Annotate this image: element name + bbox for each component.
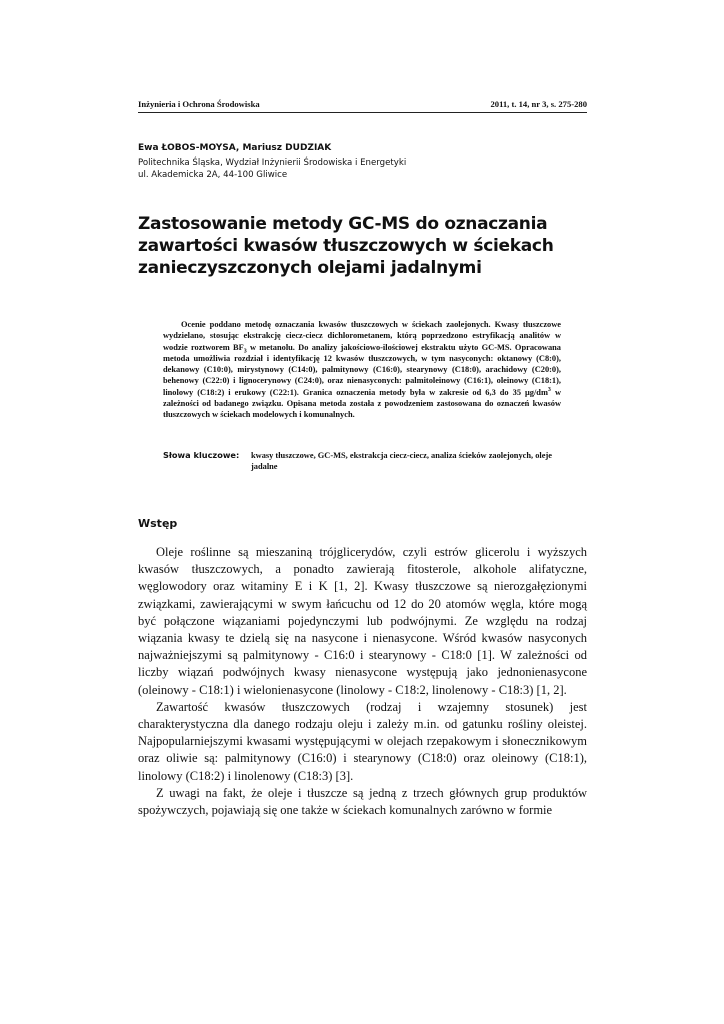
running-header <box>138 98 587 113</box>
authors: Ewa ŁOBOS-MOYSA, Mariusz DUDZIAK <box>138 143 332 153</box>
title-line: Zastosowanie metody GC-MS do oznaczania <box>138 214 548 234</box>
section-heading: Wstęp <box>138 517 178 530</box>
affiliation <box>138 157 406 181</box>
paragraph: Z uwagi na fakt, że oleje i tłuszcze są jedną z trzech głównych grup produktów spożywczych, pojawiają się one także w ściekach komunalnych zarówno w formie <box>138 785 587 818</box>
abstract-text: w zależności od badanego związku. Opisana metoda została z powodzeniem zastosowana do oznaczeń kwasów tłuszczowych w ściekach modelowych i komunalnych. <box>163 387 561 420</box>
abstract-text: Ocenie poddano metodę oznaczania kwasów tłuszczowych w ściekach zaolejonych. Kwasy tłuszczowe wydzielano, stosując ekstrakcję ciecz-ciecz dichlorometanem, którą poprzedzono estryfikacją analitów w wodzie roztworem BF <box>163 320 561 352</box>
title-line: zanieczyszczonych olejami jadalnymi <box>138 258 482 278</box>
citation: 2011, t. 14, nr 3, s. 275-280 <box>490 99 587 109</box>
paragraph: Zawartość kwasów tłuszczowych (rodzaj i wzajemny stosunek) jest charakterystyczna dla danego rodzaju oleju i zależy m.in. od gatunku rośliny oleistej. Najpopularniejszymi kwasami występującymi w olejach rzepakowym i słonecznikowym oraz oliwie są: palmitynowy (C16:0) i stearynowy (C18:0) oraz oleinowy (C18:1), linolowy (C18:2) i linolenowy (C18:3) [3]. <box>138 699 587 783</box>
paper-title <box>138 213 598 279</box>
body-text <box>138 544 587 819</box>
keywords-text: kwasy tłuszczowe, GC-MS, ekstrakcja ciecz-ciecz, analiza ścieków zaolejonych, oleje jadalne <box>251 451 552 472</box>
subscript: 3 <box>243 348 247 355</box>
abstract-text: w metanolu. Do analizy jakościowo-ilościowej ekstraktu użyto GC-MS. Opracowana metoda umożliwia rozdział i identyfikację 12 kwasów tłuszczowych, w tym nasyconych: oktanowy (C8:0), dekanowy (C10:0), mirystynowy (C14:0), palmitynowy (C16:0), stearynowy (C18:0), arachidowy (C20:0), behenowy (C22:0) i lignocerynowy (C24:0), oraz nienasyconych: palmitoleinowy (C16:1), oleinowy (C18:1), linolowy (C18:2) i erukowy (C22:1). Granica oznaczenia metody była w zakresie od 6,3 do 35 μg/dm <box>163 342 561 397</box>
keywords-label: Słowa kluczowe: <box>163 450 240 460</box>
title-line: zawartości kwasów tłuszczowych w ściekach <box>138 236 554 256</box>
affiliation-address: ul. Akademicka 2A, 44-100 Gliwice <box>138 170 288 180</box>
superscript: 3 <box>547 386 551 393</box>
affiliation-line: Politechnika Śląska, Wydział Inżynierii Środowiska i Energetyki <box>138 158 407 168</box>
paragraph: Oleje roślinne są mieszaniną trójglicerydów, czyli estrów glicerolu i wyższych kwasów tłuszczowych, a ponadto zawierają fitosterole, alkohole alifatyczne, węglowodory oraz witaminy E i K [1, 2]. Kwasy tłuszczowe są nierozgałęzionymi związkami, zawierającymi w swym łańcuchu od 12 do 20 atomów węgla, które mogą być połączone wiązaniami pojedynczymi lub podwójnymi. Ze względu na rodzaj wiązania kwasy te dzielą się na nasycone i nienasycone. Wśród kwasów nasyconych najważniejszymi są palmitynowy - C16:0 i stearynowy - C18:0 [1]. W zależności od liczby wiązań podwójnych kwasy nienasycone występują jako jednonienasycone (oleinowy - C18:1) i wielonienasycone (linolowy - C18:2, linolenowy - C18:3) [1, 2]. <box>138 545 587 697</box>
abstract <box>163 319 561 421</box>
journal-name: Inżynieria i Ochrona Środowiska <box>138 99 260 109</box>
